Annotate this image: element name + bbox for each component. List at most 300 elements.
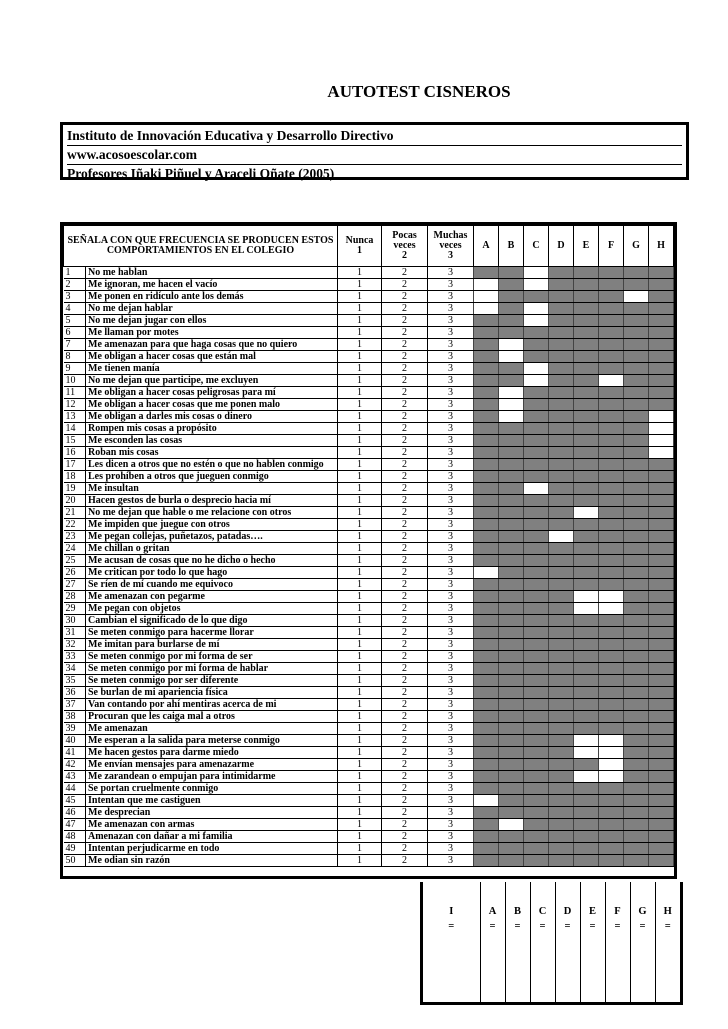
option-nunca[interactable]: 1 — [338, 267, 382, 279]
scale-cell-g — [624, 267, 649, 279]
option-nunca[interactable]: 1 — [338, 519, 382, 531]
option-pocas[interactable]: 2 — [382, 771, 428, 783]
option-pocas[interactable]: 2 — [382, 447, 428, 459]
option-muchas[interactable]: 3 — [428, 507, 474, 519]
option-nunca[interactable]: 1 — [338, 291, 382, 303]
nunca-label: Nunca — [345, 235, 374, 246]
scale-cell-e — [574, 303, 599, 315]
scale-cell-c — [524, 843, 549, 855]
option-nunca[interactable]: 1 — [338, 447, 382, 459]
option-nunca[interactable]: 1 — [338, 483, 382, 495]
scale-cell-f — [599, 507, 624, 519]
item-number: 8 — [64, 351, 86, 363]
option-muchas[interactable]: 3 — [428, 423, 474, 435]
scale-cell-f — [599, 423, 624, 435]
option-pocas[interactable]: 2 — [382, 627, 428, 639]
option-nunca[interactable]: 1 — [338, 651, 382, 663]
scale-cell-e — [574, 843, 599, 855]
scale-cell-f — [599, 267, 624, 279]
option-pocas[interactable]: 2 — [382, 351, 428, 363]
scale-cell-a — [474, 267, 499, 279]
item-text: Roban mis cosas — [86, 447, 338, 459]
option-pocas[interactable]: 2 — [382, 603, 428, 615]
option-muchas[interactable]: 3 — [428, 399, 474, 411]
option-pocas[interactable]: 2 — [382, 687, 428, 699]
scale-cell-b — [499, 555, 524, 567]
option-pocas[interactable]: 2 — [382, 327, 428, 339]
scale-cell-h — [649, 855, 674, 867]
scale-cell-c — [524, 507, 549, 519]
option-muchas[interactable]: 3 — [428, 483, 474, 495]
option-muchas[interactable]: 3 — [428, 279, 474, 291]
option-nunca[interactable]: 1 — [338, 795, 382, 807]
scale-cell-e — [574, 723, 599, 735]
item-number: 48 — [64, 831, 86, 843]
option-nunca[interactable]: 1 — [338, 363, 382, 375]
option-pocas[interactable]: 2 — [382, 423, 428, 435]
scale-cell-a — [474, 327, 499, 339]
item-text: Hacen gestos de burla o desprecio hacia mí — [86, 495, 338, 507]
scale-cell-e — [574, 387, 599, 399]
scale-cell-c — [524, 615, 549, 627]
item-text: Me zarandean o empujan para intimidarme — [86, 771, 338, 783]
option-pocas[interactable]: 2 — [382, 579, 428, 591]
option-muchas[interactable]: 3 — [428, 855, 474, 867]
item-number: 49 — [64, 843, 86, 855]
scale-cell-h — [649, 507, 674, 519]
scale-cell-g — [624, 771, 649, 783]
option-muchas[interactable]: 3 — [428, 771, 474, 783]
scale-cell-h — [649, 363, 674, 375]
table-row — [64, 831, 674, 843]
item-number: 28 — [64, 591, 86, 603]
option-nunca[interactable]: 1 — [338, 783, 382, 795]
table-row — [64, 291, 674, 303]
scale-cell-d — [549, 735, 574, 747]
scale-cell-a — [474, 639, 499, 651]
item-text: Me pegan con objetos — [86, 603, 338, 615]
option-nunca[interactable]: 1 — [338, 699, 382, 711]
table-row — [64, 591, 674, 603]
option-nunca[interactable]: 1 — [338, 855, 382, 867]
option-nunca[interactable]: 1 — [338, 339, 382, 351]
option-pocas[interactable]: 2 — [382, 471, 428, 483]
option-nunca[interactable]: 1 — [338, 603, 382, 615]
item-text: No me dejan jugar con ellos — [86, 315, 338, 327]
option-nunca[interactable]: 1 — [338, 435, 382, 447]
option-nunca[interactable]: 1 — [338, 399, 382, 411]
item-number: 2 — [64, 279, 86, 291]
option-pocas[interactable]: 2 — [382, 699, 428, 711]
option-nunca[interactable]: 1 — [338, 759, 382, 771]
scale-cell-e — [574, 399, 599, 411]
item-number: 29 — [64, 603, 86, 615]
scale-cell-d — [549, 543, 574, 555]
option-nunca[interactable]: 1 — [338, 495, 382, 507]
option-pocas[interactable]: 2 — [382, 795, 428, 807]
option-muchas[interactable]: 3 — [428, 615, 474, 627]
scale-cell-b — [499, 735, 524, 747]
option-nunca[interactable]: 1 — [338, 639, 382, 651]
option-muchas[interactable]: 3 — [428, 495, 474, 507]
option-muchas[interactable]: 3 — [428, 267, 474, 279]
item-text: No me dejan que hable o me relacione con otros — [86, 507, 338, 519]
option-muchas[interactable]: 3 — [428, 519, 474, 531]
scale-cell-f — [599, 855, 624, 867]
scale-cell-c — [524, 555, 549, 567]
option-muchas[interactable]: 3 — [428, 375, 474, 387]
option-pocas[interactable]: 2 — [382, 759, 428, 771]
scale-cell-f — [599, 543, 624, 555]
option-nunca[interactable]: 1 — [338, 591, 382, 603]
total-equals: = — [564, 921, 571, 932]
item-text: Me hacen gestos para darme miedo — [86, 747, 338, 759]
scale-cell-c — [524, 759, 549, 771]
option-pocas[interactable]: 2 — [382, 459, 428, 471]
option-pocas[interactable]: 2 — [382, 531, 428, 543]
option-muchas[interactable]: 3 — [428, 543, 474, 555]
option-nunca[interactable]: 1 — [338, 711, 382, 723]
scale-cell-a — [474, 507, 499, 519]
scale-cell-e — [574, 543, 599, 555]
option-pocas[interactable]: 2 — [382, 375, 428, 387]
item-text: Me ignoran, me hacen el vacío — [86, 279, 338, 291]
option-muchas[interactable]: 3 — [428, 351, 474, 363]
questionnaire-sheet — [60, 222, 677, 879]
item-number: 13 — [64, 411, 86, 423]
scale-cell-g — [624, 723, 649, 735]
option-muchas[interactable]: 3 — [428, 795, 474, 807]
scale-cell-d — [549, 783, 574, 795]
option-muchas[interactable]: 3 — [428, 831, 474, 843]
option-pocas[interactable]: 2 — [382, 711, 428, 723]
option-muchas[interactable]: 3 — [428, 579, 474, 591]
option-muchas[interactable]: 3 — [428, 687, 474, 699]
scale-cell-g — [624, 519, 649, 531]
item-number: 6 — [64, 327, 86, 339]
option-pocas[interactable]: 2 — [382, 855, 428, 867]
scale-cell-g — [624, 375, 649, 387]
scale-cell-d — [549, 375, 574, 387]
option-muchas[interactable]: 3 — [428, 339, 474, 351]
item-number: 16 — [64, 447, 86, 459]
table-row — [64, 303, 674, 315]
table-row — [64, 495, 674, 507]
scale-cell-g — [624, 399, 649, 411]
scale-cell-a — [474, 615, 499, 627]
item-number: 44 — [64, 783, 86, 795]
item-text: Se meten conmigo por mi forma de hablar — [86, 663, 338, 675]
option-muchas[interactable]: 3 — [428, 363, 474, 375]
scale-cell-a — [474, 687, 499, 699]
scale-cell-h — [649, 279, 674, 291]
scale-cell-e — [574, 351, 599, 363]
option-pocas[interactable]: 2 — [382, 567, 428, 579]
option-nunca[interactable]: 1 — [338, 375, 382, 387]
option-pocas[interactable]: 2 — [382, 735, 428, 747]
scale-cell-b — [499, 663, 524, 675]
option-pocas[interactable]: 2 — [382, 399, 428, 411]
scale-cell-d — [549, 747, 574, 759]
option-muchas[interactable]: 3 — [428, 435, 474, 447]
option-muchas[interactable]: 3 — [428, 759, 474, 771]
scale-cell-a — [474, 807, 499, 819]
option-muchas[interactable]: 3 — [428, 291, 474, 303]
scale-cell-e — [574, 675, 599, 687]
option-nunca[interactable]: 1 — [338, 771, 382, 783]
scale-cell-f — [599, 627, 624, 639]
scale-cell-g — [624, 855, 649, 867]
option-nunca[interactable]: 1 — [338, 843, 382, 855]
scale-cell-d — [549, 471, 574, 483]
scale-cell-e — [574, 459, 599, 471]
option-pocas[interactable]: 2 — [382, 651, 428, 663]
option-nunca[interactable]: 1 — [338, 315, 382, 327]
scale-cell-d — [549, 819, 574, 831]
scale-cell-c — [524, 423, 549, 435]
option-muchas[interactable]: 3 — [428, 675, 474, 687]
option-nunca[interactable]: 1 — [338, 531, 382, 543]
scale-cell-b — [499, 375, 524, 387]
option-muchas[interactable]: 3 — [428, 735, 474, 747]
option-nunca[interactable]: 1 — [338, 687, 382, 699]
scale-cell-f — [599, 723, 624, 735]
scale-cell-b — [499, 411, 524, 423]
scale-cell-c — [524, 711, 549, 723]
item-number: 3 — [64, 291, 86, 303]
option-muchas[interactable]: 3 — [428, 567, 474, 579]
scale-cell-h — [649, 303, 674, 315]
option-muchas[interactable]: 3 — [428, 327, 474, 339]
scale-cell-c — [524, 339, 549, 351]
option-pocas[interactable]: 2 — [382, 303, 428, 315]
table-row — [64, 651, 674, 663]
option-pocas[interactable]: 2 — [382, 267, 428, 279]
option-nunca[interactable]: 1 — [338, 327, 382, 339]
option-pocas[interactable]: 2 — [382, 519, 428, 531]
option-nunca[interactable]: 1 — [338, 819, 382, 831]
scale-cell-g — [624, 795, 649, 807]
item-text: Me amenazan para que haga cosas que no quiero — [86, 339, 338, 351]
item-number: 4 — [64, 303, 86, 315]
option-muchas[interactable]: 3 — [428, 627, 474, 639]
option-pocas[interactable]: 2 — [382, 615, 428, 627]
scale-cell-b — [499, 543, 524, 555]
option-pocas[interactable]: 2 — [382, 387, 428, 399]
option-pocas[interactable]: 2 — [382, 507, 428, 519]
option-muchas[interactable]: 3 — [428, 819, 474, 831]
item-text: Me chillan o gritan — [86, 543, 338, 555]
option-muchas[interactable]: 3 — [428, 807, 474, 819]
scale-cell-c — [524, 459, 549, 471]
option-nunca[interactable]: 1 — [338, 831, 382, 843]
scale-cell-a — [474, 795, 499, 807]
scale-cell-a — [474, 555, 499, 567]
scale-cell-h — [649, 747, 674, 759]
option-muchas[interactable]: 3 — [428, 411, 474, 423]
scale-cell-b — [499, 591, 524, 603]
option-pocas[interactable]: 2 — [382, 435, 428, 447]
scale-cell-g — [624, 807, 649, 819]
total-equals: = — [664, 921, 671, 932]
item-text: Se portan cruelmente conmigo — [86, 783, 338, 795]
option-pocas[interactable]: 2 — [382, 315, 428, 327]
scale-cell-b — [499, 519, 524, 531]
option-nunca[interactable]: 1 — [338, 411, 382, 423]
total-g — [630, 882, 655, 1003]
scale-cell-c — [524, 399, 549, 411]
option-muchas[interactable]: 3 — [428, 663, 474, 675]
option-nunca[interactable]: 1 — [338, 351, 382, 363]
option-muchas[interactable]: 3 — [428, 723, 474, 735]
scale-cell-b — [499, 327, 524, 339]
question-header: SEÑALA CON QUE FRECUENCIA SE PRODUCEN ESTOS COMPORTAMIENTOS EN EL COLEGIO — [64, 226, 338, 267]
option-muchas[interactable]: 3 — [428, 699, 474, 711]
option-pocas[interactable]: 2 — [382, 339, 428, 351]
scale-cell-h — [649, 483, 674, 495]
option-muchas[interactable]: 3 — [428, 783, 474, 795]
scale-e-header: E — [574, 226, 599, 267]
scale-cell-f — [599, 687, 624, 699]
scale-cell-c — [524, 267, 549, 279]
option-nunca[interactable]: 1 — [338, 471, 382, 483]
option-nunca[interactable]: 1 — [338, 579, 382, 591]
scale-cell-e — [574, 363, 599, 375]
option-muchas[interactable]: 3 — [428, 555, 474, 567]
option-nunca[interactable]: 1 — [338, 423, 382, 435]
item-rows — [64, 267, 674, 867]
scale-cell-a — [474, 531, 499, 543]
table-row — [64, 555, 674, 567]
item-text: Me insultan — [86, 483, 338, 495]
scale-cell-h — [649, 723, 674, 735]
scale-cell-b — [499, 351, 524, 363]
option-nunca[interactable]: 1 — [338, 723, 382, 735]
option-muchas[interactable]: 3 — [428, 591, 474, 603]
total-equals: = — [539, 921, 546, 932]
option-nunca[interactable]: 1 — [338, 387, 382, 399]
scale-cell-h — [649, 399, 674, 411]
option-pocas[interactable]: 2 — [382, 783, 428, 795]
scale-cell-g — [624, 531, 649, 543]
option-pocas[interactable]: 2 — [382, 639, 428, 651]
option-nunca[interactable]: 1 — [338, 735, 382, 747]
option-pocas[interactable]: 2 — [382, 411, 428, 423]
scale-cell-a — [474, 579, 499, 591]
option-pocas[interactable]: 2 — [382, 843, 428, 855]
scale-cell-b — [499, 483, 524, 495]
option-muchas[interactable]: 3 — [428, 471, 474, 483]
option-muchas[interactable]: 3 — [428, 459, 474, 471]
scale-cell-f — [599, 579, 624, 591]
scale-cell-d — [549, 459, 574, 471]
total-label: G — [638, 906, 647, 917]
option-nunca[interactable]: 1 — [338, 507, 382, 519]
item-number: 9 — [64, 363, 86, 375]
option-nunca[interactable]: 1 — [338, 543, 382, 555]
option-pocas[interactable]: 2 — [382, 591, 428, 603]
scale-f-header: F — [599, 226, 624, 267]
scale-cell-h — [649, 543, 674, 555]
table-row — [64, 663, 674, 675]
scale-cell-h — [649, 675, 674, 687]
option-muchas[interactable]: 3 — [428, 747, 474, 759]
option-muchas[interactable]: 3 — [428, 639, 474, 651]
option-muchas[interactable]: 3 — [428, 315, 474, 327]
option-pocas[interactable]: 2 — [382, 819, 428, 831]
option-muchas[interactable]: 3 — [428, 447, 474, 459]
option-pocas[interactable]: 2 — [382, 291, 428, 303]
table-row — [64, 579, 674, 591]
scale-cell-b — [499, 303, 524, 315]
option-muchas[interactable]: 3 — [428, 531, 474, 543]
scale-cell-e — [574, 423, 599, 435]
table-row — [64, 699, 674, 711]
scale-cell-c — [524, 747, 549, 759]
item-text: Se meten conmigo por ser diferente — [86, 675, 338, 687]
scale-cell-a — [474, 603, 499, 615]
option-pocas[interactable]: 2 — [382, 363, 428, 375]
option-nunca[interactable]: 1 — [338, 279, 382, 291]
option-nunca[interactable]: 1 — [338, 615, 382, 627]
option-pocas[interactable]: 2 — [382, 495, 428, 507]
option-pocas[interactable]: 2 — [382, 483, 428, 495]
option-muchas[interactable]: 3 — [428, 843, 474, 855]
table-row — [64, 327, 674, 339]
option-nunca[interactable]: 1 — [338, 303, 382, 315]
item-number: 20 — [64, 495, 86, 507]
option-pocas[interactable]: 2 — [382, 723, 428, 735]
option-nunca[interactable]: 1 — [338, 567, 382, 579]
scale-cell-e — [574, 783, 599, 795]
option-nunca[interactable]: 1 — [338, 807, 382, 819]
option-nunca[interactable]: 1 — [338, 627, 382, 639]
option-nunca[interactable]: 1 — [338, 747, 382, 759]
option-pocas[interactable]: 2 — [382, 807, 428, 819]
scale-cell-b — [499, 603, 524, 615]
option-muchas[interactable]: 3 — [428, 387, 474, 399]
option-pocas[interactable]: 2 — [382, 831, 428, 843]
option-pocas[interactable]: 2 — [382, 279, 428, 291]
option-pocas[interactable]: 2 — [382, 543, 428, 555]
option-muchas[interactable]: 3 — [428, 711, 474, 723]
option-pocas[interactable]: 2 — [382, 555, 428, 567]
scale-d-header: D — [549, 226, 574, 267]
scale-cell-f — [599, 459, 624, 471]
scale-cell-d — [549, 831, 574, 843]
option-pocas[interactable]: 2 — [382, 747, 428, 759]
option-nunca[interactable]: 1 — [338, 459, 382, 471]
scale-cell-f — [599, 375, 624, 387]
option-muchas[interactable]: 3 — [428, 603, 474, 615]
option-nunca[interactable]: 1 — [338, 555, 382, 567]
total-h — [655, 882, 680, 1003]
scale-cell-a — [474, 315, 499, 327]
scale-cell-a — [474, 483, 499, 495]
option-nunca[interactable]: 1 — [338, 663, 382, 675]
option-nunca[interactable]: 1 — [338, 675, 382, 687]
option-muchas[interactable]: 3 — [428, 651, 474, 663]
scale-cell-e — [574, 603, 599, 615]
table-row — [64, 735, 674, 747]
muchas-value: 3 — [448, 250, 453, 261]
scale-cell-c — [524, 831, 549, 843]
option-pocas[interactable]: 2 — [382, 675, 428, 687]
option-pocas[interactable]: 2 — [382, 663, 428, 675]
item-number: 26 — [64, 567, 86, 579]
item-text: Me llaman por motes — [86, 327, 338, 339]
option-muchas[interactable]: 3 — [428, 303, 474, 315]
